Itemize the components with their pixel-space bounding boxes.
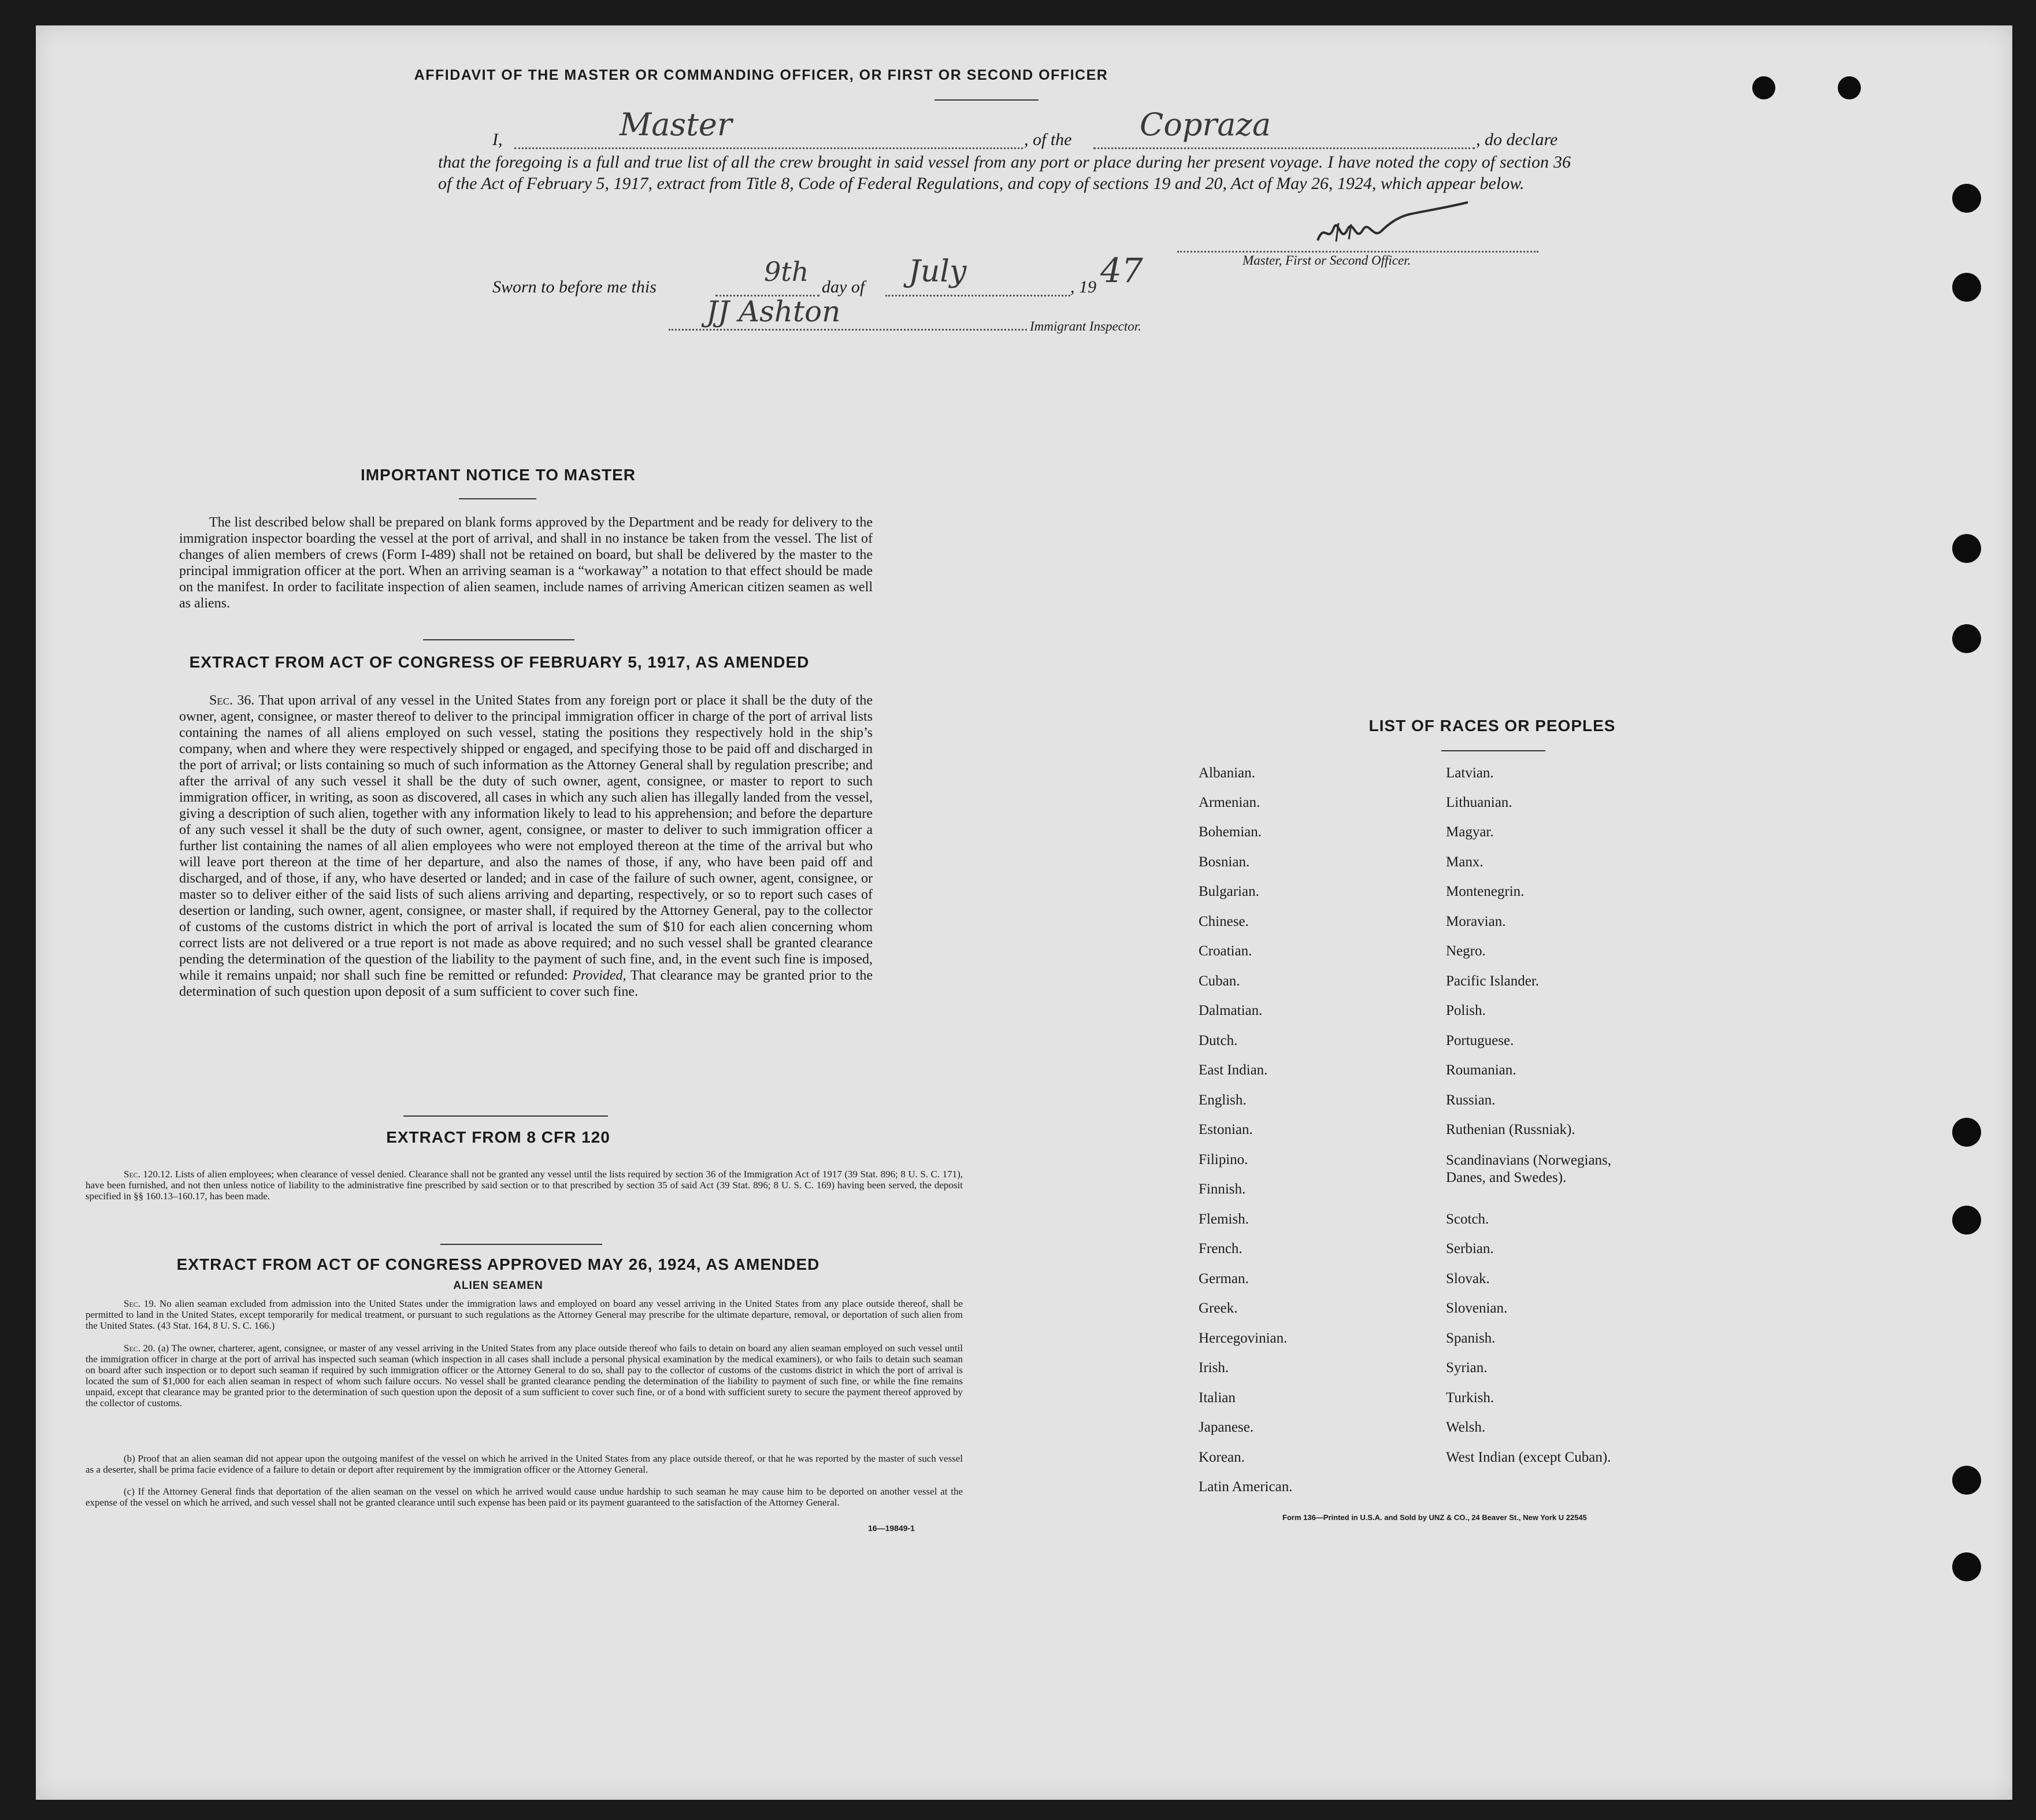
title-rule (934, 99, 1039, 101)
alien-seamen-subtitle: ALIEN SEAMEN (453, 1280, 543, 1292)
extract-1917-body (179, 692, 873, 1000)
master-signature-mark (1313, 199, 1475, 257)
sworn-month-line (885, 295, 1070, 296)
sworn-month-handwriting: July (908, 254, 967, 289)
sworn-line (492, 251, 1244, 303)
inspector-signature-line (669, 329, 1027, 331)
races-title-rule (1441, 750, 1545, 751)
race-item: Dalmatian. (1199, 1003, 1263, 1018)
punch-hole (1838, 76, 1861, 99)
race-item: Roumanian. (1446, 1062, 1516, 1078)
master-signature-caption: Master, First or Second Officer. (1243, 253, 1411, 268)
race-item: Greek. (1199, 1300, 1238, 1316)
race-item: Magyar. (1446, 824, 1494, 840)
race-item: Estonian. (1199, 1122, 1253, 1137)
race-item: Portuguese. (1446, 1033, 1514, 1048)
race-item: Albanian. (1199, 765, 1255, 781)
punch-hole (1952, 1552, 1981, 1581)
punch-hole (1952, 184, 1981, 213)
year-prefix: , 19 (1070, 277, 1096, 296)
race-item: Ruthenian (Russniak). (1446, 1122, 1575, 1137)
race-item: Italian (1199, 1390, 1236, 1406)
sec-19-text: No alien seaman excluded from admission into the United States under the immigration laws and employed on board any vessel arriving in the United States from any place outside thereof, shall be permitted to land in the United States, except temporarily for medical treatment, or pursuant to such regulations as the Attorney General may prescribe for the ultimate departure, removal, or deportation of such alien from the United States. (43 Stat. 164, 8 U. S. C. 166.) (86, 1298, 963, 1331)
document-page (36, 25, 2012, 1800)
cfr-body (86, 1169, 963, 1202)
race-item: Polish. (1446, 1003, 1486, 1018)
vessel-name-line (1093, 147, 1475, 149)
races-title: LIST OF RACES OR PEOPLES (1369, 717, 1616, 735)
race-item: Slovenian. (1446, 1300, 1508, 1316)
day-of-label: day of (822, 277, 865, 296)
race-item: Latvian. (1446, 765, 1494, 781)
sec-20a-text: (a) The owner, charterer, agent, consignee, or master of any vessel arriving in the United States from any place outside thereof who fails to detain on board any alien seaman employed on such vessel until the immigration officer in charge at the port of arrival has inspected such seaman (which inspection in all cases shall include a personal physical examination by the medical examiners), or who fails to detain such seaman on board after such inspection or to deport such seaman if required by such immigration officer or the Attorney General to do so, shall pay to the collector of customs of the customs district in which the port of arrival is located the sum of $1,000 for each alien seaman in respect of whom such failure occurs. No vessel shall be granted clearance pending the determination of the liability to payment of such fine, or while the fine remains unpaid, except that clearance may be granted prior to the determination of such question upon the deposit of a sum sufficient to cover such fine, or of a bond with sufficient surety to secure the payment thereof approved by the collector of customs. (86, 1343, 963, 1408)
sec-20-label: Sec. 20. (124, 1343, 155, 1354)
punch-hole (1952, 534, 1981, 563)
race-item: Cuban. (1199, 973, 1240, 989)
race-item: Chinese. (1199, 914, 1249, 929)
race-item: Pacific Islander. (1446, 973, 1540, 989)
do-declare-label: , do declare (1476, 130, 1558, 149)
race-item: Scotch. (1446, 1211, 1489, 1227)
sec-36-label: Sec. 36. (209, 693, 255, 708)
declaration-body: that the foregoing is a full and true list of all the crew brought in said vessel from any port or place during her present voyage. I have noted the copy of section 36 of the Act of February 5, 1917, extract from Title 8, Code of Federal Regulations, and copy of sections 19 and 20, Act of May 26, 1924, which appear below. (438, 153, 1571, 193)
punch-hole (1752, 76, 1775, 99)
sec-19-label: Sec. 19. (124, 1298, 157, 1309)
race-item: Slovak. (1446, 1271, 1490, 1287)
notice-title: IMPORTANT NOTICE TO MASTER (360, 466, 636, 484)
race-item: Syrian. (1446, 1360, 1488, 1376)
extract-1924-title: EXTRACT FROM ACT OF CONGRESS APPROVED MAY 26, 1924, AS AMENDED (176, 1255, 820, 1273)
race-item: Bohemian. (1199, 824, 1262, 840)
race-item: Croatian. (1199, 943, 1252, 959)
notice-title-rule (459, 498, 536, 499)
extract-1917-title: EXTRACT FROM ACT OF CONGRESS OF FEBRUARY 5, 1917, AS AMENDED (189, 653, 810, 671)
race-item: Finnish. (1199, 1181, 1246, 1197)
master-signature (1313, 199, 1475, 257)
race-item: West Indian (except Cuban). (1446, 1450, 1611, 1465)
race-item: Negro. (1446, 943, 1486, 959)
master-name-handwriting: Master (620, 106, 732, 143)
race-item: Bosnian. (1199, 854, 1250, 870)
punch-hole (1952, 273, 1981, 302)
race-item: Hercegovinian. (1199, 1330, 1288, 1346)
sec-20b-paragraph: (b) Proof that an alien seaman did not appear upon the outgoing manifest of the vessel on which he arrived in the United States from any place outside thereof, or that he was reported by the master of such vessel as a deserter, shall be prima facie evidence of a failure to detain or deport after requirement by the immigration officer or the Attorney General. (86, 1453, 963, 1475)
race-item: Serbian. (1446, 1241, 1494, 1256)
notice-rule (423, 639, 574, 640)
races-right-column (1446, 765, 1712, 1534)
cfr-sec-text: Lists of alien employees; when clearance of vessel denied. Clearance shall not be granted any vessel until the lists required by section 36 of the Immigration Act of 1917 (39 Stat. 896; 8 U. S. C. 171), have been furnished, and not then unless notice of liability to the administrative fine prescribed by said section or to that prescribed by section 35 of said Act (39 Stat. 896; 8 U. S. C. 169) having been served, the deposit specified in §§ 160.13–160.17, has been made. (86, 1169, 963, 1202)
master-signature-line (1177, 251, 1538, 253)
race-item: Korean. (1199, 1450, 1245, 1465)
sec-20a-paragraph (86, 1343, 963, 1408)
punch-hole (1952, 1206, 1981, 1235)
sec-20c-paragraph: (c) If the Attorney General finds that deportation of the alien seaman on the vessel on which he arrived would cause undue hardship to such seaman he may cause him to be deported on another vessel at the expense of the vessel on which he arrived, and such vessel shall not be granted clearance until such expense has been paid or its payment guaranteed to the satisfaction of the Attorney General. (86, 1486, 963, 1508)
extract-1917-rule (403, 1115, 608, 1117)
master-name-line (514, 147, 1023, 149)
race-item: German. (1199, 1271, 1249, 1287)
cfr-rule (440, 1244, 602, 1245)
race-item: Spanish. (1446, 1330, 1496, 1346)
sworn-label: Sworn to before me this (492, 277, 657, 296)
inspector-caption: Immigrant Inspector. (1030, 319, 1141, 333)
races-left-column (1199, 765, 1418, 1534)
race-item: Armenian. (1199, 795, 1260, 810)
race-item: Filipino. (1199, 1152, 1248, 1167)
race-item: Manx. (1446, 854, 1484, 870)
cfr-sec-label: Sec. 120.12. (124, 1169, 173, 1180)
race-item: Latin American. (1199, 1479, 1293, 1495)
race-item: Japanese. (1199, 1419, 1254, 1435)
printer-form-note: Form 136—Printed in U.S.A. and Sold by UNZ & CO., 24 Beaver St., New York U 22545 (1282, 1513, 1587, 1522)
form-code: 16—19849-1 (868, 1524, 915, 1533)
race-item: Montenegrin. (1446, 884, 1525, 899)
i-label: I, (492, 130, 503, 149)
vessel-name-handwriting: Copraza (1140, 106, 1271, 143)
race-item: Irish. (1199, 1360, 1229, 1376)
sworn-day-handwriting: 9th (764, 256, 809, 287)
race-item: Dutch. (1199, 1033, 1238, 1048)
race-item: Russian. (1446, 1092, 1496, 1108)
notice-body: The list described below shall be prepared on blank forms approved by the Department and be ready for delivery to the immigration inspector boarding the vessel at the port of arrival, and shall in no instance be taken from the vessel. The list of changes of alien members of crews (Form I-489) shall not be retained on board, but shall be delivered by the master to the principal immigration officer at the port. When an arriving seaman is a “workaway” a notation to that effect should be made on the manifest. In order to facilitate inspection of alien seamen, include names of arriving American citizen seamen as well as aliens. (179, 515, 873, 611)
cfr-title: EXTRACT FROM 8 CFR 120 (386, 1128, 610, 1146)
race-item: Bulgarian. (1199, 884, 1259, 899)
race-item: English. (1199, 1092, 1247, 1108)
race-item: Lithuanian. (1446, 795, 1512, 810)
race-item: Scandinavians (Norwegians, Danes, and Swedes). (1446, 1152, 1612, 1185)
affidavit-title: AFFIDAVIT OF THE MASTER OR COMMANDING OFFICER, OR FIRST OR SECOND OFFICER (414, 67, 1108, 83)
of-the-label: , of the (1024, 130, 1072, 149)
race-item: Welsh. (1446, 1419, 1486, 1435)
year-handwriting: 47 (1100, 251, 1143, 290)
inspector-signature: JJ Ashton (706, 295, 841, 328)
sec-19-paragraph (86, 1298, 963, 1331)
provided-label: Provided, (572, 968, 626, 983)
punch-hole (1952, 624, 1981, 653)
punch-hole (1952, 1466, 1981, 1495)
sec-36-text: That upon arrival of any vessel in the United States from any foreign port or place it shall be the duty of the owner, agent, consignee, or master thereof to deliver to the principal immigration officer in charge of the port of arrival lists containing the names of all aliens employed on such vessel, stating the positions they respectively hold in the ship’s company, when and where they were respectively shipped or engaged, and specifying those to be paid off and discharged in the port of arrival; or lists containing so much of such information as the Attorney General shall by regulation prescribe; and after the arrival of any such vessel it shall be the duty of such owner, agent, consignee, or master to report to such immigration officer, in writing, as soon as discovered, all cases in which any such alien has illegally landed from the vessel, giving a description of such alien, together with any information likely to lead to his apprehension; and before the departure of any such vessel it shall be the duty of such owner, agent, consignee, or master to deliver to such immigration officer a further list containing the names of all alien employees who were not employed thereon at the time of the arrival but who will leave port thereon at the time of her departure, and also the names of those, if any, who have been paid off and discharged, and of those, if any, who have deserted or landed; and in case of the failure of such owner, agent, consignee, or master so to deliver either of the said lists of such aliens arriving and departing, respectively, or so to report such cases of desertion or landing, such owner, agent, consignee, or master shall, if required by the Attorney General, pay to the collector of customs of the customs district in which the port of arrival is located the sum of $10 for each alien concerning whom correct lists are not delivered or a true report is not made as above required; and no such vessel shall be granted clearance pending the determination of the question of the liability to the payment of such fine, and, in the event such fine is imposed, while it remains unpaid; nor shall such fine be remitted or refunded: (179, 693, 873, 983)
race-item: French. (1199, 1241, 1243, 1256)
punch-hole (1952, 1118, 1981, 1147)
race-item: Flemish. (1199, 1211, 1249, 1227)
provided-text: That clearance may be granted prior to the determination of such question upon deposit of a sum sufficient to cover such fine. (179, 968, 873, 999)
race-item: Turkish. (1446, 1390, 1494, 1406)
race-item: East Indian. (1199, 1062, 1268, 1078)
race-item: Moravian. (1446, 914, 1506, 929)
